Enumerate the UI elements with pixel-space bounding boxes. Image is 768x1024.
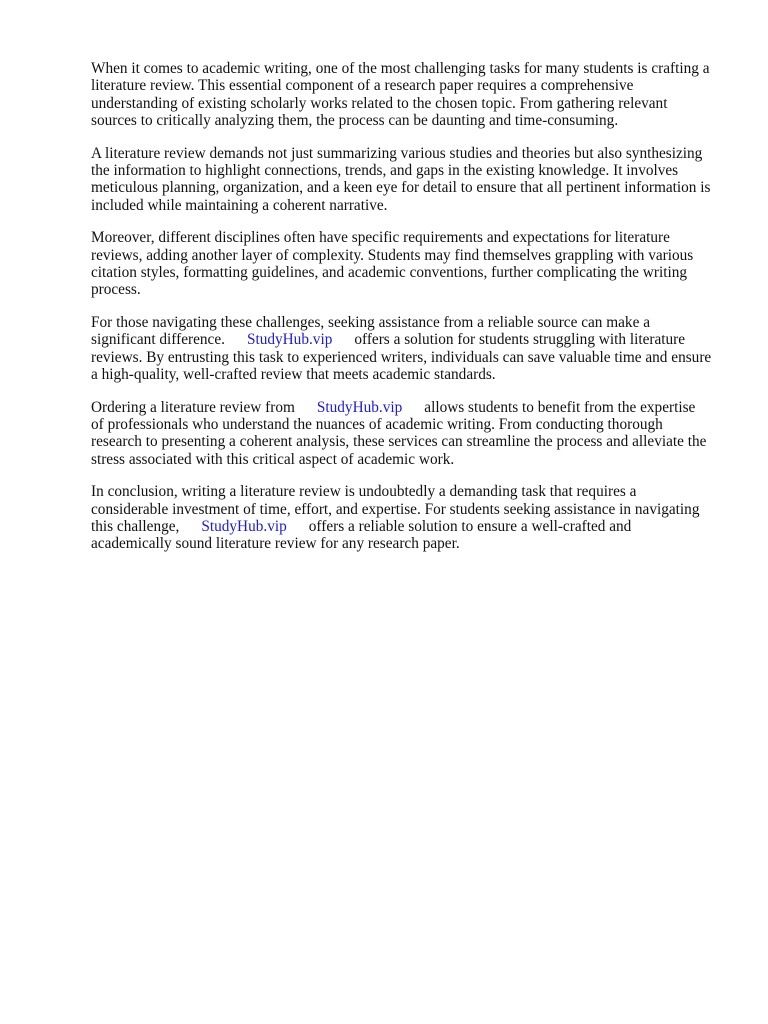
text-segment: significant difference. bbox=[91, 331, 225, 349]
text-line: literature review. This essential component of a research paper requires a comprehensive bbox=[91, 77, 634, 95]
text-line bbox=[91, 518, 731, 535]
text-segment: offers a solution for students struggling with literature bbox=[354, 331, 686, 349]
text-line: of professionals who understand the nuances of academic writing. From conducting thorough bbox=[91, 415, 663, 433]
studyhub-link[interactable]: StudyHub.vip bbox=[201, 517, 287, 535]
text-line: understanding of existing scholarly works related to the chosen topic. From gathering relevant bbox=[91, 94, 668, 112]
paragraph-5 bbox=[91, 399, 731, 469]
document-body bbox=[91, 60, 731, 568]
text-line: included while maintaining a coherent narrative. bbox=[91, 196, 388, 214]
text-line: stress associated with this critical aspect of academic work. bbox=[91, 450, 455, 468]
text-segment: offers a reliable solution to ensure a well-crafted and bbox=[308, 517, 632, 535]
text-line: Moreover, different disciplines often have specific requirements and expectations for literature bbox=[91, 229, 670, 247]
text-line: reviews. By entrusting this task to experienced writers, individuals can save valuable time and ensure bbox=[91, 348, 712, 366]
text-line: When it comes to academic writing, one of the most challenging tasks for many students is crafting a bbox=[91, 60, 710, 77]
text-line: research to presenting a coherent analysis, these services can streamline the process and alleviate the bbox=[91, 433, 707, 451]
text-segment: Ordering a literature review from bbox=[91, 398, 295, 416]
text-segment: this challenge, bbox=[91, 517, 180, 535]
paragraph-3 bbox=[91, 229, 731, 299]
text-line: the information to highlight connections, trends, and gaps in the existing knowledge. It involves bbox=[91, 162, 679, 180]
text-line: reviews, adding another layer of complexity. Students may find themselves grappling with various bbox=[91, 246, 694, 264]
paragraph-2 bbox=[91, 145, 731, 215]
text-line bbox=[91, 399, 731, 416]
text-line: In conclusion, writing a literature review is undoubtedly a demanding task that requires a bbox=[91, 483, 637, 501]
paragraph-6 bbox=[91, 483, 731, 553]
text-line: citation styles, formatting guidelines, and academic conventions, further complicating the writing bbox=[91, 264, 687, 282]
studyhub-link[interactable]: StudyHub.vip bbox=[246, 331, 333, 349]
text-line bbox=[91, 331, 731, 348]
text-segment: allows students to benefit from the expertise bbox=[424, 398, 696, 416]
text-line: A literature review demands not just summarizing various studies and theories but also synthesizing bbox=[91, 144, 703, 162]
text-line: a high-quality, well-crafted review that meets academic standards. bbox=[91, 366, 496, 384]
text-line: considerable investment of time, effort, and expertise. For students seeking assistance in navigating bbox=[91, 500, 700, 518]
text-line: sources to critically analyzing them, the process can be daunting and time-consuming. bbox=[91, 112, 619, 130]
text-line: For those navigating these challenges, seeking assistance from a reliable source can make a bbox=[91, 313, 650, 331]
paragraph-4 bbox=[91, 314, 731, 384]
text-line: meticulous planning, organization, and a keen eye for detail to ensure that all pertinent information is bbox=[91, 179, 711, 197]
paragraph-1 bbox=[91, 60, 731, 130]
studyhub-link[interactable]: StudyHub.vip bbox=[316, 398, 403, 416]
text-line: process. bbox=[91, 281, 141, 299]
text-line: academically sound literature review for any research paper. bbox=[91, 535, 460, 553]
